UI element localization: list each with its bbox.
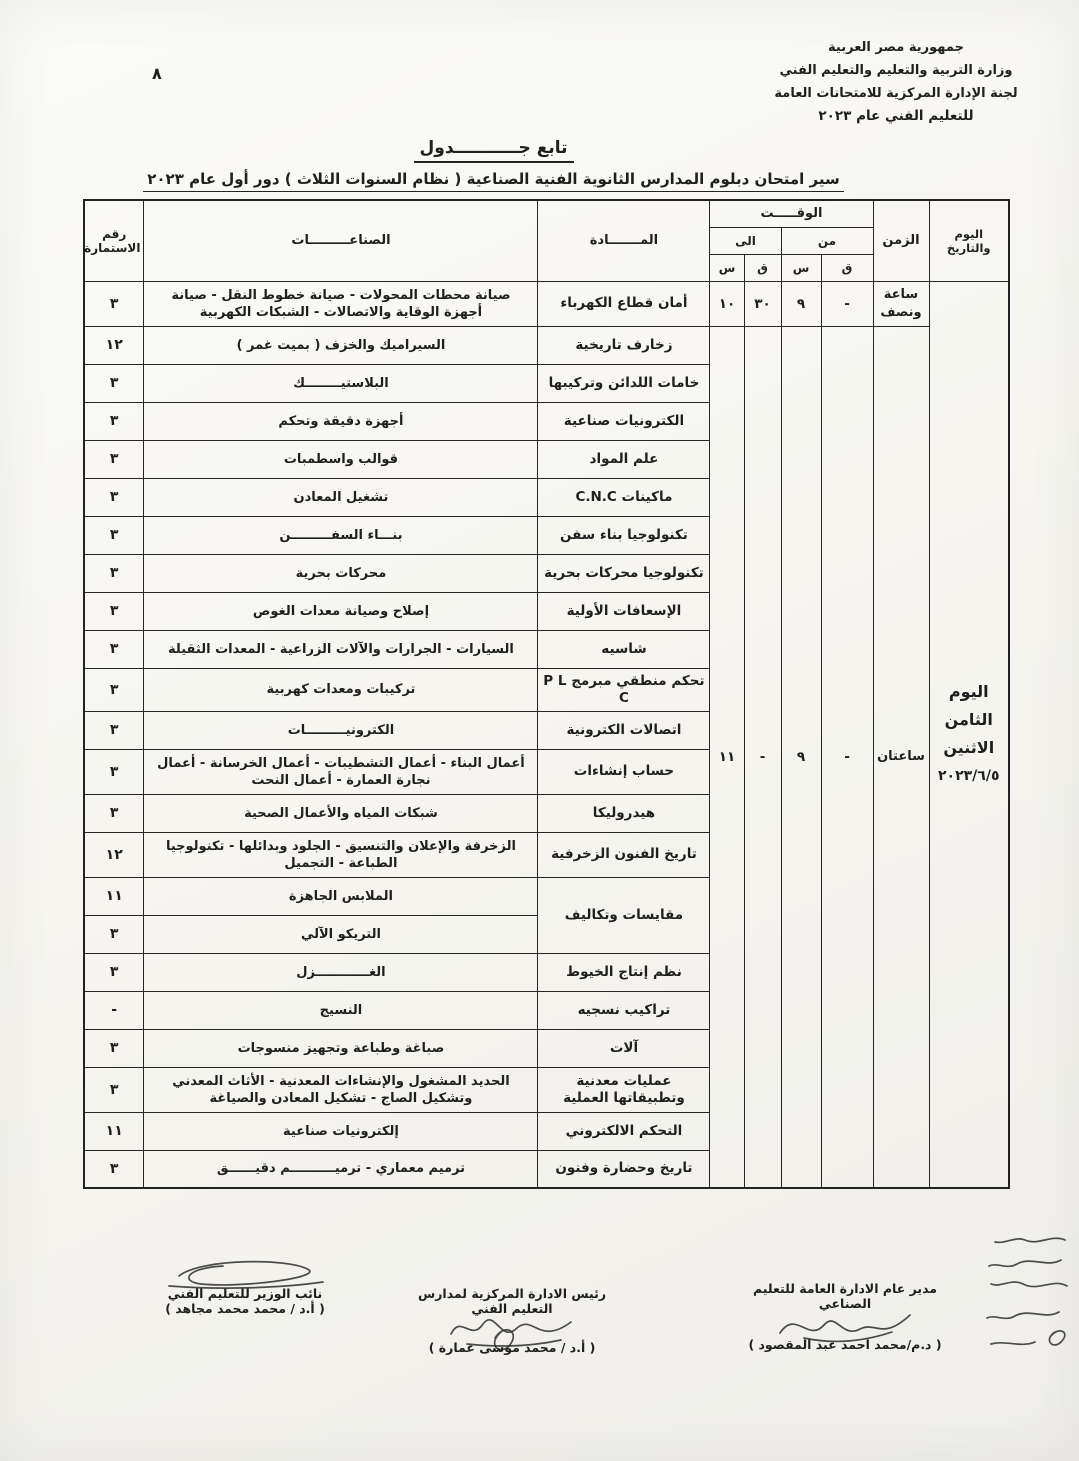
industries-cell: التريكو الآلي [144,915,538,953]
col-header-to-hours: س [710,254,744,281]
subject-cell: أمان قطاع الكهرباء [538,281,710,326]
industries-cell: الزخرفة والإعلان والتنسيق - الجلود وبدائلها - تكنولوجيا الطباعة - التجميل [144,832,538,877]
subject-cell: علم المواد [538,440,710,478]
form-number-cell: ٣ [84,630,144,668]
col-header-industries: الصناعـــــــــات [144,200,538,281]
subject-cell: عمليات معدنية وتطبيقاتها العملية [538,1067,710,1112]
form-number-cell: ٣ [84,915,144,953]
form-number-cell: ٣ [84,478,144,516]
signature-title: مدير عام الادارة العامة للتعليم الصناعي [752,1281,938,1311]
document-title: تابع جـــــــــــدول [414,138,574,163]
industries-cell: ترميم معماري - ترميــــــــــم دقيــــــق [144,1150,538,1188]
subject-cell: زخارف تاريخية [538,326,710,364]
industries-cell: صباغة وطباعة وتجهيز منسوجات [144,1029,538,1067]
form-number-cell: ٣ [84,402,144,440]
industries-cell: تركيبات ومعدات كهربية [144,668,538,711]
industries-cell: السيارات - الجرارات والآلات الزراعية - المعدات الثقيلة [144,630,538,668]
form-number-cell: ٣ [84,1067,144,1112]
industries-cell: الحديد المشغول والإنشاءات المعدنية - الأثاث المعدني وتشكيل الصاج - تشكيل المعادن والصياغة [144,1067,538,1112]
document-title-wrap [0,138,987,163]
page-number: ٨ [152,64,162,83]
letterhead-country: جمهورية مصر العربية [828,40,964,55]
industries-cell: صيانة محطات المحولات - صيانة خطوط النقل - صيانة أجهزة الوقاية والاتصالات - الشبكات الكهربية [144,281,538,326]
from-hours-cell: ٩ [781,326,821,1188]
col-header-day-date: اليوم والتاريخ [929,200,1009,281]
from-hours-cell: ٩ [781,281,821,326]
form-number-cell: ٣ [84,1150,144,1188]
form-number-cell: ٣ [84,711,144,749]
duration-cell: ساعتان [873,326,929,1188]
letterhead-year: للتعليم الفني عام ٢٠٢٣ [818,108,974,124]
day-date-cell [929,281,1009,1188]
col-header-from: من [781,227,873,254]
industries-cell: الملابس الجاهزة [144,877,538,915]
to-hours-cell: ١٠ [710,281,744,326]
industries-cell: الغــــــــــــزل [144,953,538,991]
subject-cell: الإسعافات الأولية [538,592,710,630]
subject-cell: تكنولوجيا بناء سفن [538,516,710,554]
industries-cell: إلكترونيات صناعية [144,1112,538,1150]
subject-cell: التحكم الالكتروني [538,1112,710,1150]
form-number-cell: ١١ [84,877,144,915]
industries-cell: محركات بحرية [144,554,538,592]
form-number-cell: ١١ [84,1112,144,1150]
letterhead-committee: لجنة الإدارة المركزية للامتحانات العامة [774,86,1018,101]
col-header-time: الوقـــــت [710,200,873,227]
day-name-line1: اليوم الثامن [944,682,993,730]
form-number-cell: ٣ [84,516,144,554]
col-header-from-hours: س [781,254,821,281]
subject-cell: تاريخ وحضارة وفنون [538,1150,710,1188]
subject-cell: نظم إنتاج الخيوط [538,953,710,991]
subject-cell: حساب إنشاءات [538,749,710,794]
signature-title: نائب الوزير للتعليم الفني [167,1286,323,1301]
letterhead-ministry: وزارة التربية والتعليم والتعليم الفني [779,63,1013,78]
form-number-cell: ٣ [84,281,144,326]
from-minutes-cell: - [821,326,873,1188]
signature-name: ( د.م/محمد احمد عبد المقصود ) [748,1337,942,1352]
industries-cell: البلاستيــــــــك [144,364,538,402]
form-number-cell: ٣ [84,668,144,711]
form-number-cell: ٣ [84,554,144,592]
industries-cell: بنـــاء السفـــــــــن [144,516,538,554]
form-number-cell: ٣ [84,794,144,832]
col-header-form-number: رقم الاستمارة [84,200,144,281]
subject-cell: اتصالات الكترونية [538,711,710,749]
subject-cell: هيدروليكا [538,794,710,832]
table-row [84,281,1009,326]
col-header-duration: الزمن [873,200,929,281]
col-header-to-minutes: ق [744,254,781,281]
signature-title: رئيس الادارة المركزية لمدارس التعليم الفني [417,1286,607,1316]
subject-cell: آلات [538,1029,710,1067]
document-subtitle-wrap [0,169,987,192]
duration-cell: ساعة ونصف [873,281,929,326]
subject-cell: خامات اللدائن وتركيبها [538,364,710,402]
exam-schedule-table [83,199,1010,1189]
col-header-to: الى [710,227,781,254]
day-name-line2: الاثنين [943,738,995,758]
industries-cell: قوالب واسطمبات [144,440,538,478]
from-minutes-cell: - [821,281,873,326]
letterhead [771,36,1021,128]
col-header-subject: المـــــــادة [538,200,710,281]
subject-cell: تراكيب نسجيه [538,991,710,1029]
header-row-1 [84,200,1009,227]
document-subtitle: سير امتحان دبلوم المدارس الثانوية الفنية الصناعية ( نظام السنوات الثلاث ) دور أول عام ٢٠٢٣ [143,170,844,192]
signature-block-industrial-education-director [735,1281,955,1352]
subject-cell: ماكينات C.N.C [538,478,710,516]
signature-block-deputy-minister [146,1256,344,1316]
industries-cell: إصلاح وصيانة معدات الغوص [144,592,538,630]
to-minutes-cell: - [744,326,781,1188]
industries-cell: النسيج [144,991,538,1029]
table-row [84,326,1009,364]
subject-cell: تحكم منطقي مبرمج P L C [538,668,710,711]
form-number-cell: ٣ [84,953,144,991]
form-number-cell: ٣ [84,749,144,794]
industries-cell: الكترونيـــــــــات [144,711,538,749]
form-number-cell: ١٢ [84,326,144,364]
industries-cell: تشغيل المعادن [144,478,538,516]
form-number-cell: ٣ [84,364,144,402]
handwritten-notes [981,1230,1077,1352]
industries-cell: أعمال البناء - أعمال التشطيبات - أعمال الخرسانة - أعمال نجارة العمارة - أعمال النحت [144,749,538,794]
signature-name: ( أ.د / محمد موسى عمارة ) [428,1340,596,1355]
to-minutes-cell: ٣٠ [744,281,781,326]
industries-cell: السيراميك والخزف ( بميت غمر ) [144,326,538,364]
form-number-cell: - [84,991,144,1029]
col-header-from-minutes: ق [821,254,873,281]
signature-name: ( أ.د / محمد محمد مجاهد ) [165,1301,325,1316]
form-number-cell: ١٢ [84,832,144,877]
subject-cell: مقايسات وتكاليف [538,877,710,953]
exam-date: ٢٠٢٣/٦/٥ [938,768,1000,785]
signature-block-central-administration-head [396,1286,628,1355]
to-hours-cell: ١١ [710,326,744,1188]
form-number-cell: ٣ [84,1029,144,1067]
industries-cell: شبكات المياه والأعمال الصحية [144,794,538,832]
subject-cell: تكنولوجيا محركات بحرية [538,554,710,592]
form-number-cell: ٣ [84,592,144,630]
subject-cell: تاريخ الفنون الزخرفية [538,832,710,877]
subject-cell: الكترونيات صناعية [538,402,710,440]
form-number-cell: ٣ [84,440,144,478]
subject-cell: شاسيه [538,630,710,668]
industries-cell: أجهزة دقيقة وتحكم [144,402,538,440]
